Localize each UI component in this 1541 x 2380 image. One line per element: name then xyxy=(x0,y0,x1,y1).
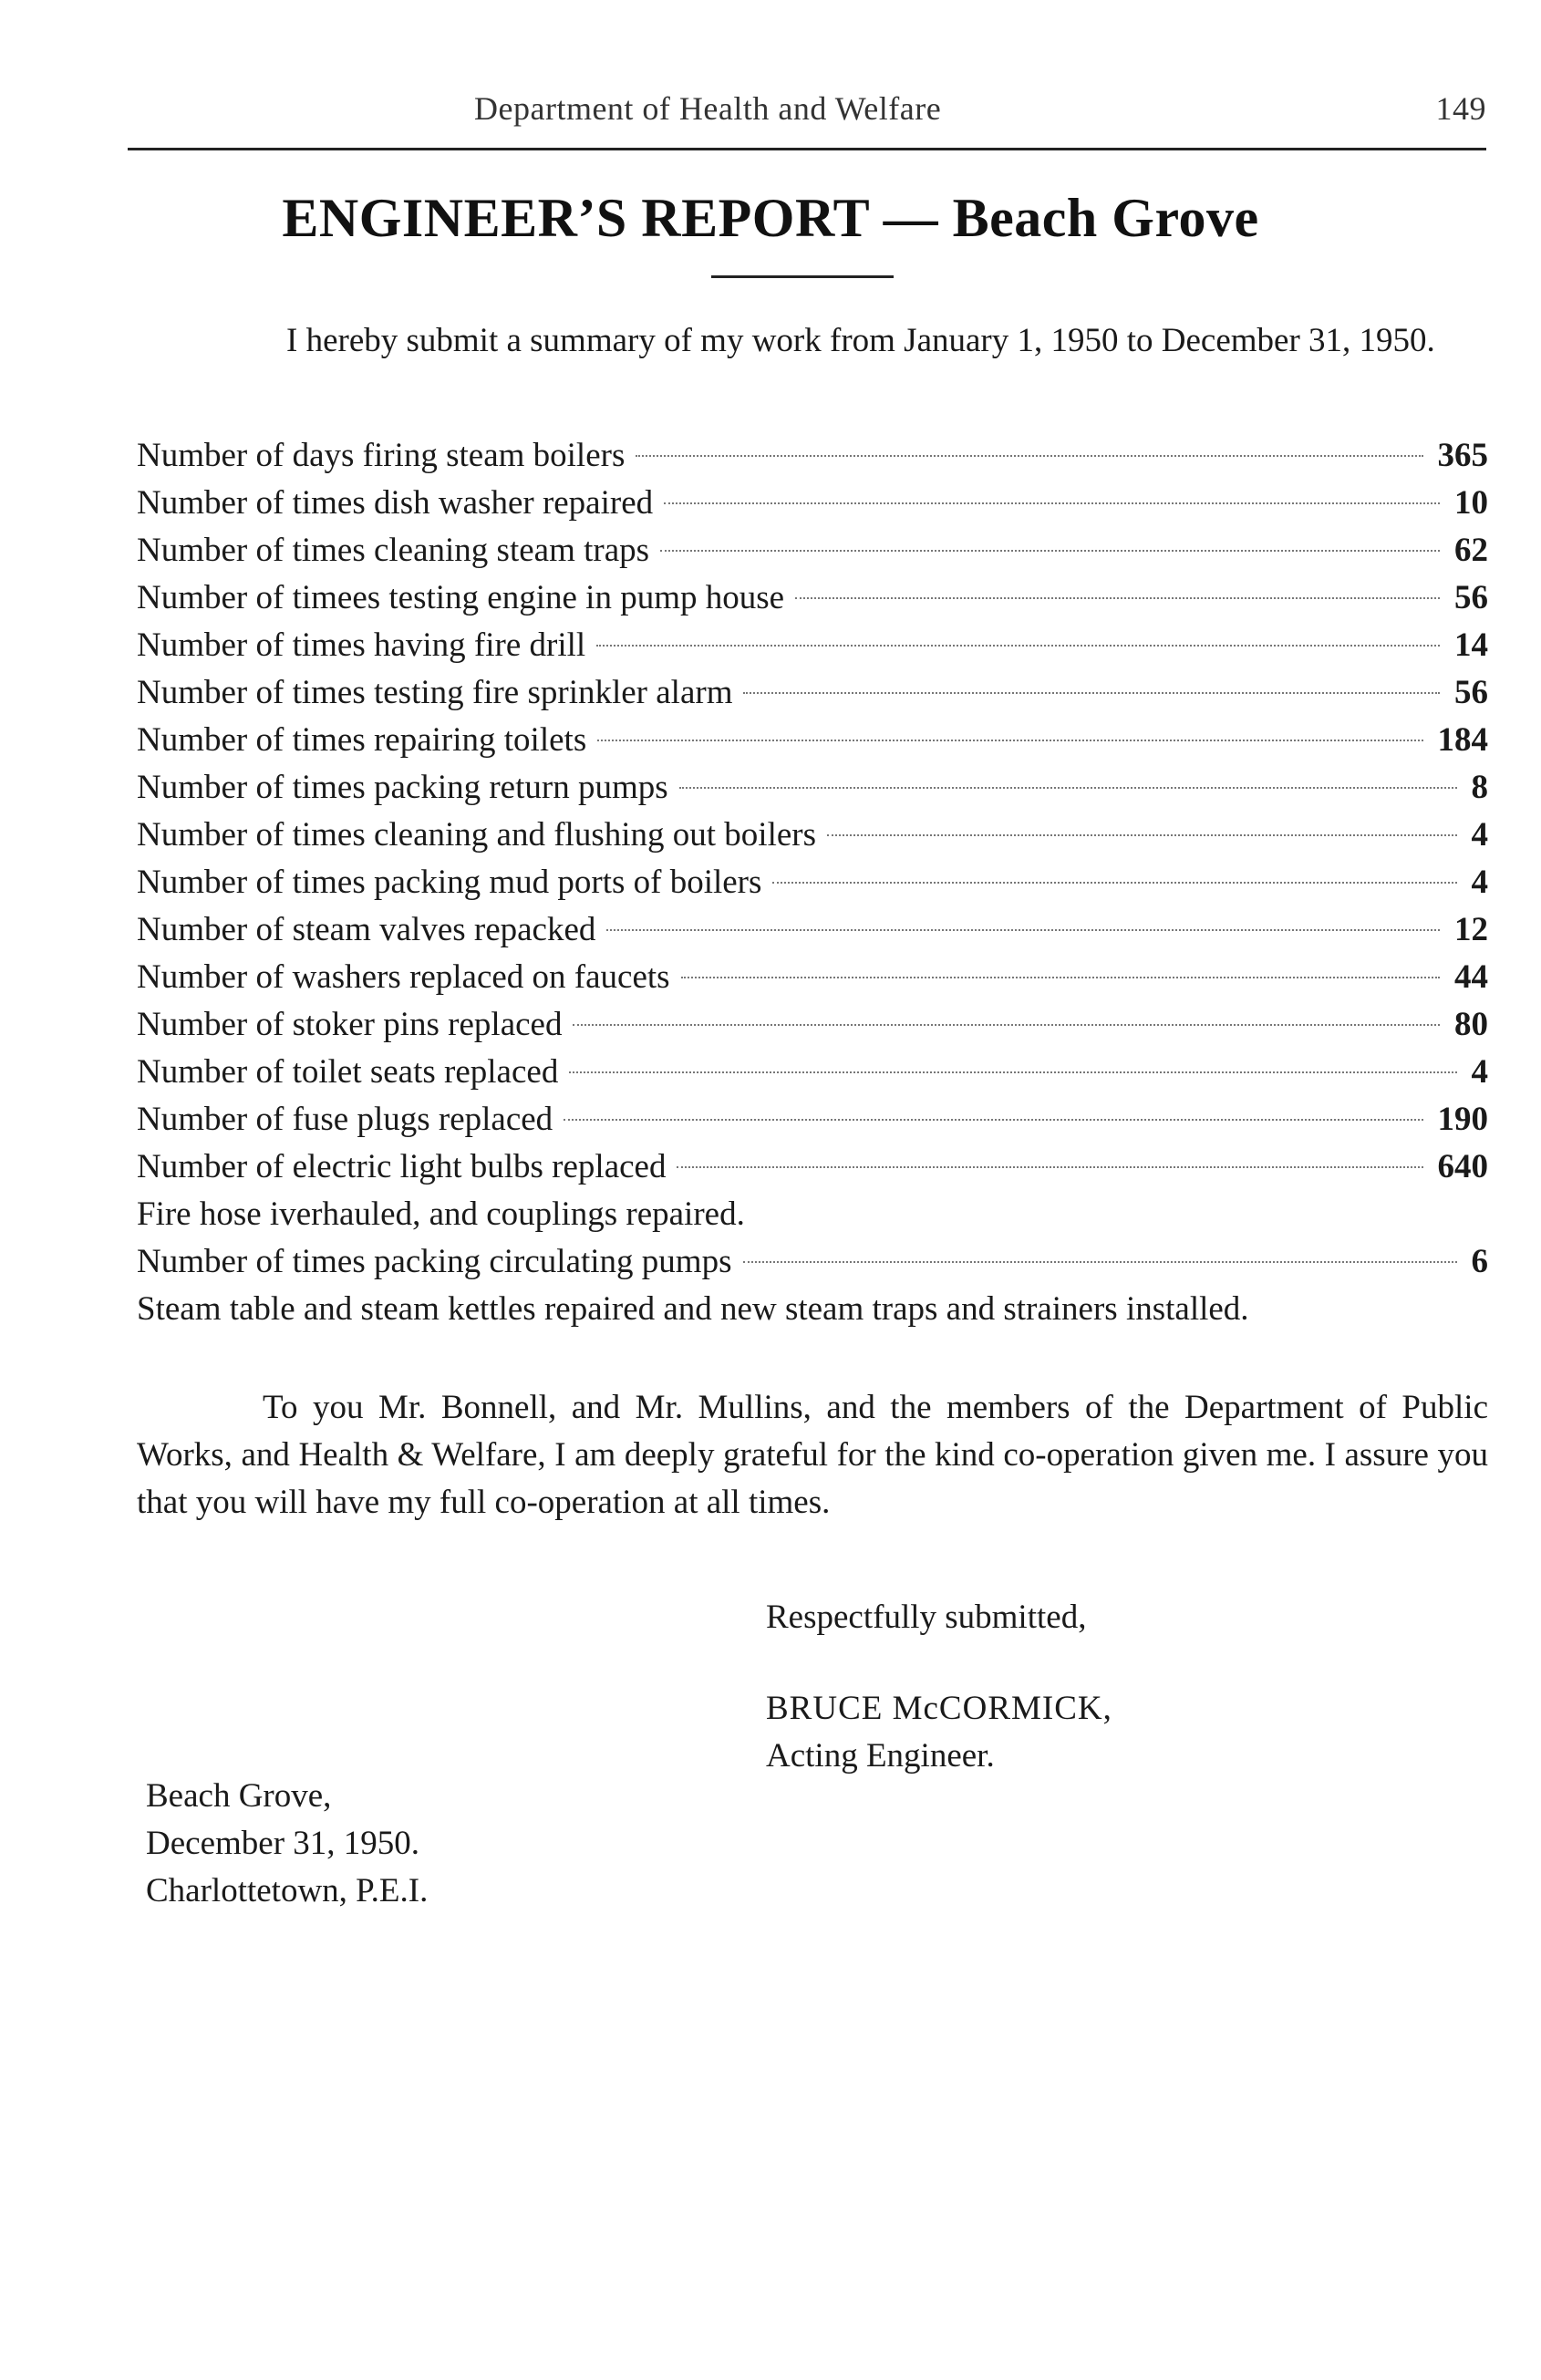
item-value: 184 xyxy=(1437,721,1488,759)
item-label: Number of times packing return pumps xyxy=(137,769,668,806)
list-item xyxy=(137,527,1488,574)
list-item xyxy=(137,717,1488,764)
running-head-title: Department of Health and Welfare xyxy=(474,90,942,127)
dot-leader xyxy=(743,1261,1457,1263)
list-item xyxy=(137,859,1488,906)
report-title: ENGINEER’S REPORT — Beach Grove xyxy=(282,188,1259,248)
dot-leader xyxy=(606,929,1440,931)
list-item xyxy=(137,432,1488,480)
item-label: Number of times packing circulating pumps xyxy=(137,1243,732,1280)
item-label: Number of days firing steam boilers xyxy=(137,437,626,474)
item-label: Number of times packing mud ports of boilers xyxy=(137,864,762,901)
list-item xyxy=(137,669,1488,717)
item-label: Number of times having fire drill xyxy=(137,626,586,664)
item-label: Number of times cleaning steam traps xyxy=(137,532,650,569)
list-item xyxy=(137,1096,1488,1143)
item-label: Number of fuse plugs replaced xyxy=(137,1101,553,1138)
item-label: Number of stoker pins replaced xyxy=(137,1006,563,1043)
item-value: 640 xyxy=(1437,1148,1488,1185)
dot-leader xyxy=(596,645,1440,647)
steam-table-note xyxy=(137,1286,1488,1333)
item-value: 44 xyxy=(1454,958,1488,996)
list-item xyxy=(137,480,1488,527)
dot-leader xyxy=(743,692,1440,694)
item-value: 80 xyxy=(1454,1006,1488,1043)
signoff: Respectfully submitted, xyxy=(766,1599,1087,1636)
item-label: Number of timees testing engine in pump house xyxy=(137,579,785,616)
closing-paragraph: To you Mr. Bonnell, and Mr. Mullins, and the members of the Department of Public Works, and Health & Welfare, I am deeply grateful for the kind co-operation given me. I assure you that you will have my full co-operation at all times. xyxy=(137,1389,1488,1521)
intro-paragraph: I hereby submit a summary of my work from January 1, 1950 to December 31, 1950. xyxy=(286,322,1435,359)
running-head xyxy=(128,89,1486,135)
place-line: Beach Grove, xyxy=(146,1777,332,1815)
item-value: 56 xyxy=(1454,579,1488,616)
item-label: Number of times testing fire sprinkler alarm xyxy=(137,674,733,711)
item-value: 56 xyxy=(1454,674,1488,711)
list-item xyxy=(137,1049,1488,1096)
item-value: 6 xyxy=(1471,1243,1488,1280)
item-label: Number of times cleaning and flushing out boilers xyxy=(137,816,816,854)
header-rule xyxy=(128,148,1486,150)
date-line: December 31, 1950. xyxy=(146,1825,420,1862)
note-text: Fire hose iverhauled, and couplings repaired. xyxy=(137,1195,745,1233)
item-value: 14 xyxy=(1454,626,1488,664)
fire-hose-note xyxy=(137,1191,1488,1238)
city-line: Charlottetown, P.E.I. xyxy=(146,1872,429,1909)
item-label: Number of times repairing toilets xyxy=(137,721,587,759)
signature-block xyxy=(766,1685,1112,1780)
dot-leader xyxy=(660,550,1440,552)
item-value: 4 xyxy=(1471,864,1488,901)
signer-name: BRUCE McCORMICK, xyxy=(766,1690,1112,1727)
page-number: 149 xyxy=(1435,90,1486,127)
item-value: 4 xyxy=(1471,1053,1488,1091)
dot-leader xyxy=(597,740,1422,741)
dot-leader xyxy=(772,882,1456,884)
list-item xyxy=(137,1001,1488,1049)
dot-leader xyxy=(664,502,1440,504)
note-text: Steam table and steam kettles repaired and new steam traps and strainers installed. xyxy=(137,1290,1249,1328)
dot-leader xyxy=(681,977,1440,978)
item-label: Number of washers replaced on faucets xyxy=(137,958,670,996)
dot-leader xyxy=(679,787,1457,789)
item-label: Number of toilet seats replaced xyxy=(137,1053,559,1091)
item-value: 62 xyxy=(1454,532,1488,569)
dot-leader xyxy=(636,455,1422,457)
dot-leader xyxy=(564,1119,1422,1121)
work-summary-list xyxy=(137,432,1488,1333)
title-rule xyxy=(711,275,894,278)
dot-leader xyxy=(677,1166,1422,1168)
list-item xyxy=(137,812,1488,859)
list-item xyxy=(137,764,1488,812)
item-value: 8 xyxy=(1471,769,1488,806)
dot-leader xyxy=(569,1071,1456,1073)
item-value: 4 xyxy=(1471,816,1488,854)
list-item xyxy=(137,622,1488,669)
dot-leader xyxy=(827,834,1457,836)
item-value: 10 xyxy=(1454,484,1488,522)
item-value: 190 xyxy=(1437,1101,1488,1138)
place-date-block xyxy=(146,1773,428,1915)
dot-leader xyxy=(573,1024,1440,1026)
item-value: 365 xyxy=(1437,437,1488,474)
item-label: Number of steam valves repacked xyxy=(137,911,596,948)
list-item xyxy=(137,906,1488,954)
list-item xyxy=(137,1143,1488,1191)
item-value: 12 xyxy=(1454,911,1488,948)
signer-title: Acting Engineer. xyxy=(766,1737,995,1775)
list-item xyxy=(137,1238,1488,1286)
list-item xyxy=(137,574,1488,622)
list-item xyxy=(137,954,1488,1001)
item-label: Number of electric light bulbs replaced xyxy=(137,1148,667,1185)
dot-leader xyxy=(795,597,1440,599)
item-label: Number of times dish washer repaired xyxy=(137,484,654,522)
